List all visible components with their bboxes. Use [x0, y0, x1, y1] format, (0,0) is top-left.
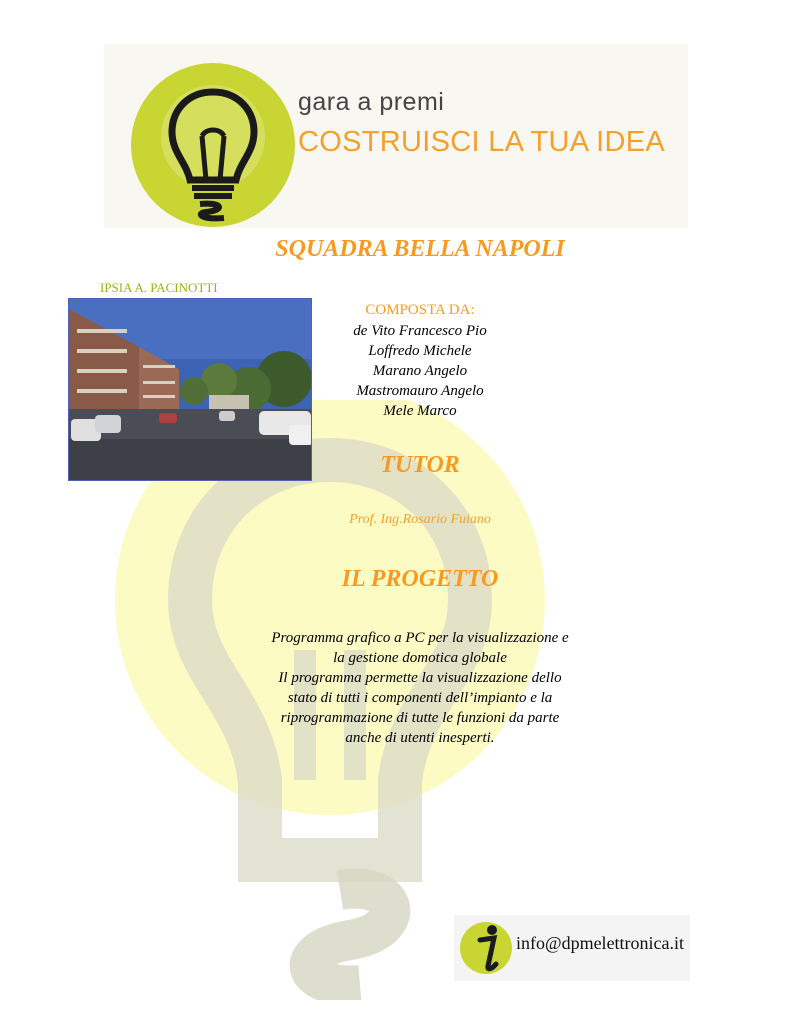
school-name: IPSIA A. PACINOTTI: [100, 280, 218, 295]
project-line: Programma grafico a PC per la visualizzazione e: [271, 630, 569, 646]
member-name: Loffredo Michele: [368, 343, 472, 359]
lightbulb-logo-icon: [130, 62, 296, 228]
composed-label: COMPOSTA DA:: [365, 302, 475, 318]
project-description: [240, 628, 600, 748]
member-name: Marano Angelo: [372, 363, 468, 379]
project-title: IL PROGETTO: [341, 566, 499, 592]
member-name: Mele Marco: [383, 403, 457, 419]
project-line: anche di utenti inesperti.: [345, 730, 495, 746]
team-title: SQUADRA BELLA NAPOLI: [275, 236, 565, 262]
header-subtitle: gara a premi: [298, 88, 445, 116]
tutor-title: TUTOR: [380, 452, 460, 478]
header-title: COSTRUISCI LA TUA IDEA: [298, 126, 666, 158]
member-name: de Vito Francesco Pio: [353, 323, 487, 339]
tutor-name: Prof. Ing.Rosario Fuiano: [349, 512, 491, 527]
info-icon: [458, 918, 516, 978]
member-name: Mastromauro Angelo: [356, 383, 484, 399]
members-list: [270, 321, 570, 421]
contact-email[interactable]: info@dpmelettronica.it: [516, 933, 685, 953]
project-line: riprogrammazione di tutte le funzioni da parte: [280, 710, 560, 726]
project-line: la gestione domotica globale: [333, 650, 507, 666]
project-line: Il programma permette la visualizzazione dello: [278, 670, 562, 686]
project-line: stato di tutti i componenti dell’impianto e la: [287, 690, 553, 706]
